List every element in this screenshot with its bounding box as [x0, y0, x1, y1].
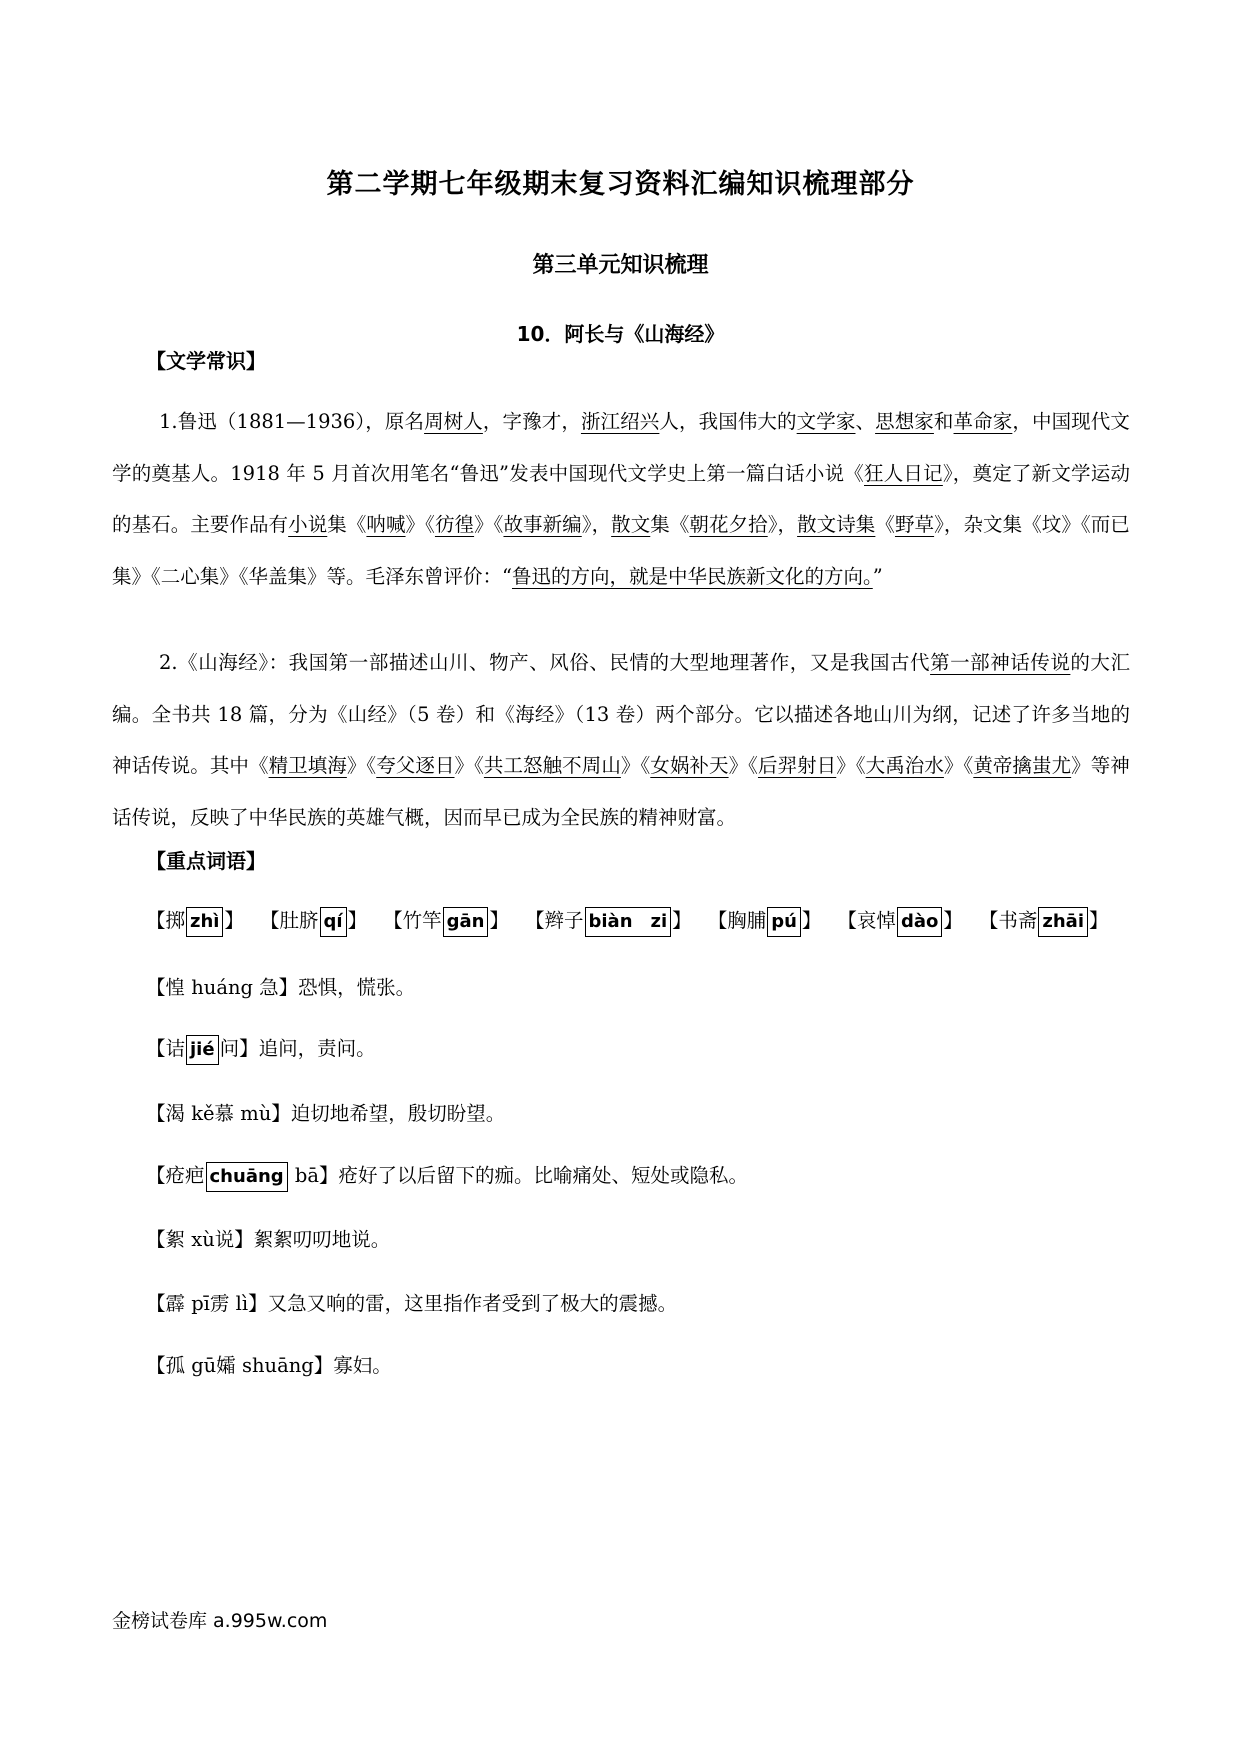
underlined-term: 狂人日记: [864, 461, 943, 485]
paragraph-text: 》，奠定了新文学运动的基石。主要作品有: [112, 461, 1130, 536]
pinyin-box: zhāi: [1038, 907, 1088, 937]
underlined-term: 鲁迅的方向，就是中华民族新文化的方向。: [511, 564, 873, 588]
pinyin-box: dào: [897, 907, 942, 937]
paragraph-text: 人，我国伟大的: [659, 410, 797, 433]
paragraph-text: 》《: [454, 754, 484, 777]
paragraph-text: 集《: [327, 513, 367, 536]
vocab-pre: 【疮疤: [146, 1164, 205, 1187]
underlined-term: 故事新编: [503, 513, 582, 536]
pinyin-box: biàn zi: [585, 907, 672, 937]
paragraph-text: 》等神话传说，反映了中华民族的英雄气概，因而早已成为全民族的精神财富。: [112, 754, 1130, 829]
section-heading-literary: 【文学常识】: [146, 349, 266, 373]
underlined-term: 精卫填海: [268, 754, 347, 777]
pinyin-entry: [146, 909, 244, 932]
pinyin-word: 【肚脐: [260, 909, 319, 932]
pinyin-box: qí: [320, 907, 347, 937]
paragraph-text: 》《: [943, 754, 974, 777]
pinyin-word: 【胸脯: [707, 909, 767, 932]
pinyin-box: gān: [443, 907, 489, 937]
pinyin-entry: [260, 909, 367, 932]
bracket-close: 】: [672, 909, 692, 932]
pinyin-box: chuāng: [206, 1162, 288, 1192]
underlined-term: 散文诗集: [797, 513, 876, 536]
underlined-term: 野草: [894, 513, 935, 536]
unit-title: 第三单元知识梳理: [532, 253, 709, 278]
vocab-item: 【霹 pī雳 lì】又急又响的雷，这里指作者受到了极大的震撼。: [146, 1292, 678, 1315]
vocab-item: 【孤 gū孀 shuāng】寡妇。: [146, 1354, 392, 1377]
paragraph-text: ，字豫才，: [482, 410, 581, 433]
paragraph-text: 《: [875, 513, 895, 536]
pinyin-entry: [525, 909, 692, 932]
vocab-item: [146, 1160, 1146, 1192]
vocab-item: [146, 1033, 1146, 1065]
vocab-item: 【渴 kě慕 mù】迫切地希望，殷切盼望。: [146, 1102, 506, 1125]
bracket-close: 】: [347, 909, 368, 932]
document-title: 第二学期七年级期末复习资料汇编知识梳理部分: [326, 169, 915, 200]
pinyin-box: zhì: [186, 907, 223, 937]
pinyin-box: pú: [767, 907, 801, 937]
paragraph-text: 》《: [474, 513, 504, 536]
bracket-close: 】: [943, 909, 963, 932]
paragraph-text: 》，: [581, 513, 612, 536]
underlined-term: 小说: [288, 513, 328, 536]
vocab-item: 【絮 xù说】絮絮叨叨地说。: [146, 1228, 391, 1251]
paragraph-text: 、: [855, 410, 876, 433]
underlined-term: 后羿射日: [757, 754, 837, 777]
vocab-pre: 【诘: [146, 1037, 186, 1060]
pinyin-row: [146, 905, 1146, 937]
pinyin-word: 【书斋: [978, 909, 1038, 932]
bracket-close: 】: [489, 909, 509, 932]
paragraph-text: 》《: [728, 754, 758, 777]
underlined-term: 共工怒触不周山: [483, 754, 621, 777]
paragraph-text: 的大汇编。全书共 18 篇，分为《山经》（5 卷）和《海经》（13 卷）两个部分。它以描述各地山川为纲，记述了许多当地的神话传说。其中《: [112, 651, 1130, 777]
vocab-item: 【惶 huáng 急】恐惧，慌张。: [146, 976, 416, 999]
pinyin-entry: [979, 909, 1109, 932]
underlined-term: 思想家: [875, 410, 934, 433]
paragraph-text: 》，杂文集《坟》《而已集》《二心集》《华盖集》等。毛泽东曾评价：“: [112, 513, 1130, 588]
pinyin-box: jié: [186, 1035, 219, 1065]
bracket-close: 】: [801, 909, 822, 932]
paragraph-text: 1.鲁迅（1881—1936），原名: [159, 410, 425, 433]
paragraph-luxun: [112, 396, 1130, 602]
paragraph-shanhaijing: [112, 637, 1130, 843]
paragraph-text: ，中国现代文学的奠基人。1918 年 5 月首次用笔名“鲁迅”发表中国现代文学史上第一篇白话小说《: [112, 410, 1130, 485]
section-heading-words: 【重点词语】: [146, 849, 266, 873]
vocab-post: bā】疮好了以后留下的痂。比喻痛处、短处或隐私。: [288, 1164, 748, 1187]
underlined-term: 第一部神话传说: [930, 651, 1071, 674]
pinyin-word: 【哀悼: [837, 909, 896, 932]
footer-watermark: 金榜试卷库 a.995w.com: [112, 1610, 328, 1632]
vocab-post: 问】追问，责问。: [219, 1037, 376, 1060]
underlined-term: 朝花夕拾: [689, 513, 768, 536]
bracket-close: 】: [224, 909, 244, 932]
underlined-term: 革命家: [953, 410, 1013, 433]
underlined-term: 彷徨: [434, 513, 475, 536]
pinyin-word: 【掷: [146, 909, 186, 932]
paragraph-text: 》《: [620, 754, 651, 777]
paragraph-text: 和: [933, 410, 954, 433]
pinyin-entry: [837, 909, 962, 932]
underlined-term: 浙江绍兴: [580, 410, 660, 433]
bracket-close: 】: [1088, 909, 1109, 932]
paragraph-text: 》《: [346, 754, 377, 777]
paragraph-text: ”: [872, 564, 883, 588]
paragraph-text: 》，: [767, 513, 798, 536]
underlined-term: 散文: [611, 513, 651, 536]
pinyin-entry: [383, 909, 509, 932]
lesson-title: 10．阿长与《山海经》: [516, 322, 725, 346]
paragraph-text: 2.《山海经》：我国第一部描述山川、物产、风俗、民情的大型地理著作，又是我国古代: [159, 651, 931, 674]
pinyin-word: 【辫子: [524, 909, 584, 932]
underlined-term: 大禹治水: [865, 754, 944, 777]
paragraph-text: 》《: [836, 754, 866, 777]
underlined-term: 呐喊: [366, 513, 406, 536]
pinyin-word: 【竹竿: [383, 909, 442, 932]
underlined-term: 黄帝擒蚩尤: [973, 754, 1072, 777]
paragraph-text: 集《: [650, 513, 690, 536]
paragraph-text: 》《: [405, 513, 435, 536]
underlined-term: 夸父逐日: [376, 754, 455, 777]
underlined-term: 文学家: [796, 410, 856, 433]
pinyin-entry: [708, 909, 822, 932]
underlined-term: 周树人: [424, 410, 483, 433]
underlined-term: 女娲补天: [650, 754, 729, 777]
